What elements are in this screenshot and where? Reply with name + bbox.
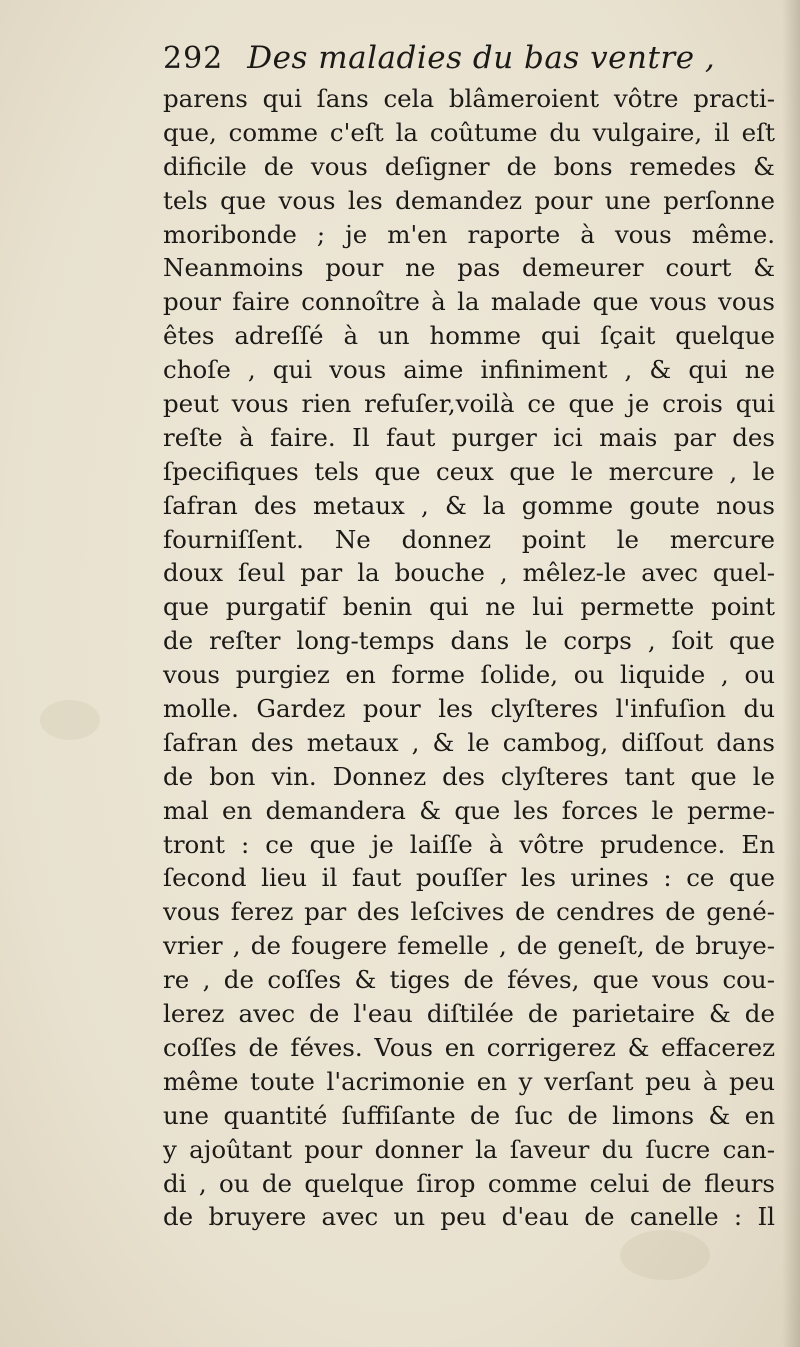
text-line: ſecond lieu il faut pouſſer les urines : ce que [163, 863, 775, 893]
text-line: Neanmoins pour ne pas demeurer court & [163, 253, 775, 283]
text-line: êtes adreſſé à un homme qui ſçait quelque [163, 321, 775, 351]
text-line: tels que vous les demandez pour une perſonne [163, 185, 775, 215]
body-text [163, 82, 775, 1234]
page-gutter-shadow [782, 0, 800, 1347]
text-line: une quantité ſuffiſante de ſuc de limons & en [163, 1100, 775, 1130]
text-line: même toute l'acrimonie en y verſant peu à peu [163, 1066, 775, 1096]
text-line: vous purgiez en forme ſolide, ou liquide , ou [163, 660, 775, 690]
text-line: de bruyere avec un peu d'eau de canelle : Il [163, 1202, 775, 1232]
text-line: de reſter long-temps dans le corps , ſoit que [163, 626, 775, 656]
text-line: de bon vin. Donnez des clyſteres tant que le [163, 761, 775, 791]
running-head: Des maladies du bas ventre , [247, 40, 716, 76]
text-line: doux ſeul par la bouche , mêlez-le avec quel- [163, 558, 775, 588]
text-line: tront : ce que je laiſſe à vôtre prudence. En [163, 829, 775, 859]
text-line: que, comme c'eſt la coûtume du vulgaire, il eſt [163, 117, 775, 147]
text-line: re , de coſſes & tiges de féves, que vous cou- [163, 965, 775, 995]
paper-stain [620, 1230, 710, 1280]
page-header [163, 40, 763, 88]
text-line: lerez avec de l'eau diſtilée de parietaire & de [163, 999, 775, 1029]
text-line: ſpecifiques tels que ceux que le mercure , le [163, 456, 775, 486]
text-line: peut vous rien refuſer,voilà ce que je crois qui [163, 389, 775, 419]
text-line: moribonde ; je m'en raporte à vous même. [163, 219, 775, 249]
text-line: pour faire connoître à la malade que vous vous [163, 287, 775, 317]
text-line: coſſes de féves. Vous en corrigerez & effacerez [163, 1032, 775, 1062]
text-line: que purgatif benin qui ne lui permette point [163, 592, 775, 622]
text-line: ſafran des metaux , & le cambog, diſſout dans [163, 727, 775, 757]
text-line: parens qui ſans cela blâmeroient vôtre practi- [163, 84, 775, 113]
text-line: fourniſſent. Ne donnez point le mercure [163, 524, 775, 554]
page-number: 292 [163, 41, 224, 76]
text-line: choſe , qui vous aime infiniment , & qui ne [163, 355, 775, 385]
text-line: mal en demandera & que les forces le perme- [163, 795, 775, 825]
text-line: dificile de vous deſigner de bons remedes & [163, 151, 775, 181]
text-line: di , ou de quelque ſirop comme celui de fleurs [163, 1168, 775, 1198]
text-line: vous ferez par des leſcives de cendres de gené- [163, 897, 775, 927]
text-line: molle. Gardez pour les clyſteres l'infuſion du [163, 694, 775, 724]
text-line: ſafran des metaux , & la gomme goute nous [163, 490, 775, 520]
text-line: y ajoûtant pour donner la ſaveur du ſucre can- [163, 1134, 775, 1164]
text-line: vrier , de fougere femelle , de geneſt, de bruye- [163, 931, 775, 961]
paper-stain [40, 700, 100, 740]
text-line: reſte à faire. Il faut purger ici mais par des [163, 422, 775, 452]
